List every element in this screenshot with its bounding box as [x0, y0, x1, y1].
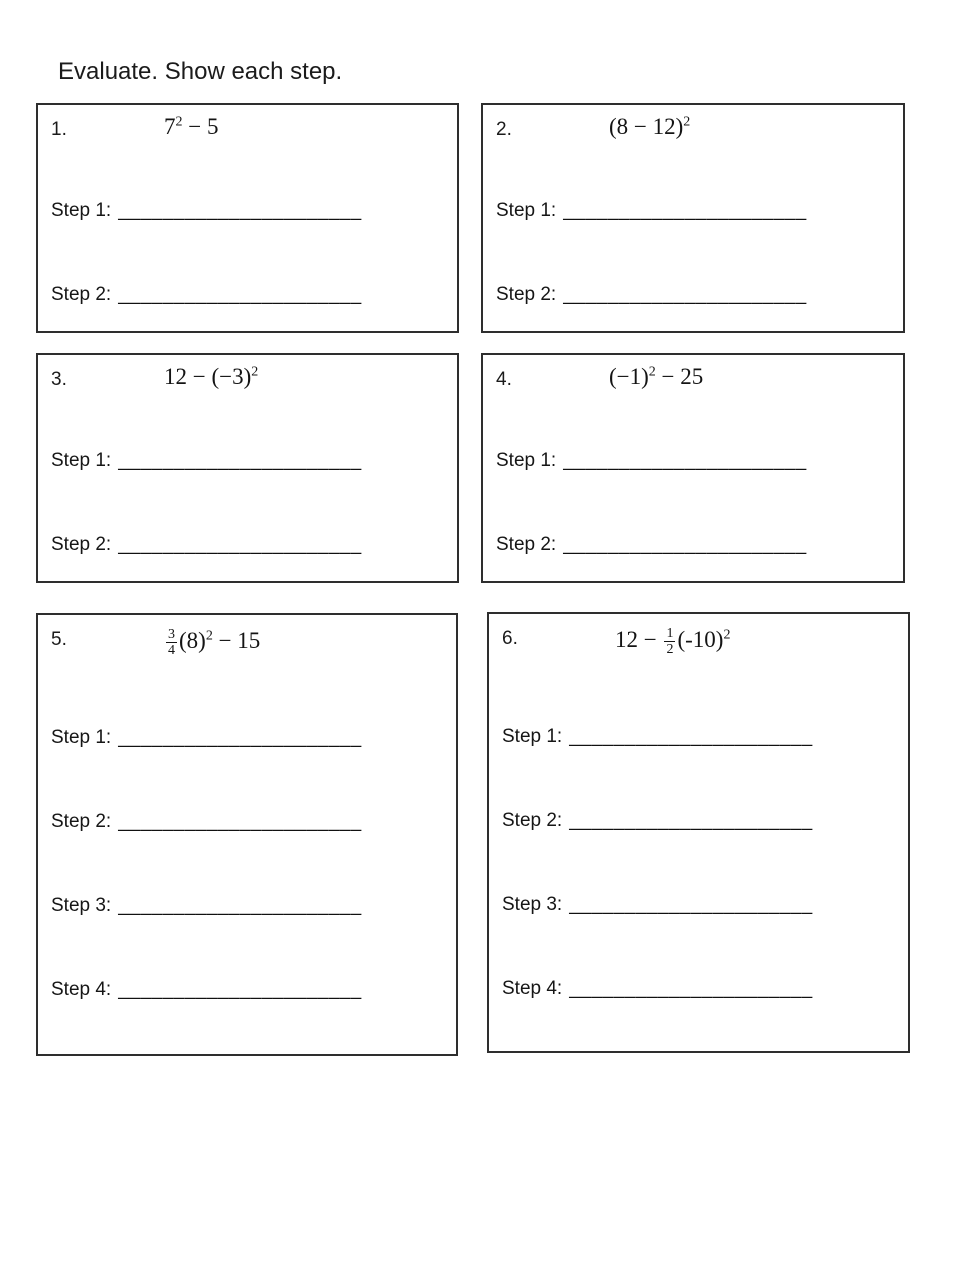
problem-number: 1. — [51, 119, 67, 140]
expression-base: (−1) — [609, 364, 649, 389]
expression-rest: − 15 — [212, 628, 261, 654]
expression-base: (8) — [179, 628, 206, 654]
answer-blank: ______________________ — [563, 200, 807, 221]
step-label: Step 1: — [51, 727, 112, 748]
expression-base: 7 — [164, 114, 176, 139]
expression-base: 12 − (−3) — [164, 364, 252, 389]
step-row — [51, 811, 362, 833]
problem-number: 5. — [51, 629, 67, 650]
answer-blank: ______________________ — [563, 450, 807, 471]
math-expression — [615, 626, 730, 657]
step-row — [51, 284, 362, 306]
expression-rest: − 25 — [655, 364, 704, 389]
problem-box-1 — [36, 103, 459, 333]
step-label: Step 4: — [51, 979, 112, 1000]
answer-blank: ______________________ — [569, 978, 813, 999]
problem-box-5 — [36, 613, 458, 1056]
exponent: 2 — [251, 364, 259, 380]
step-row — [51, 200, 362, 222]
expression-base: (8 − 12) — [609, 114, 684, 139]
step-label: Step 1: — [496, 200, 557, 221]
step-row — [502, 894, 813, 916]
problem-box-3 — [36, 353, 459, 583]
step-label: Step 2: — [51, 811, 112, 832]
step-row — [51, 534, 362, 556]
step-label: Step 2: — [496, 534, 557, 555]
answer-blank: ______________________ — [563, 534, 807, 555]
page-title: Evaluate. Show each step. — [58, 58, 343, 85]
step-row — [51, 895, 362, 917]
answer-blank: ______________________ — [118, 895, 362, 916]
math-expression — [164, 364, 258, 390]
step-label: Step 1: — [51, 450, 112, 471]
exponent: 2 — [723, 627, 731, 643]
fraction-denominator: 4 — [168, 643, 175, 659]
fraction — [664, 626, 675, 657]
step-row — [51, 727, 362, 749]
problem-number: 2. — [496, 119, 512, 140]
problem-box-6 — [487, 612, 910, 1053]
expression-lead: 12 − — [615, 627, 663, 653]
answer-blank: ______________________ — [569, 726, 813, 747]
step-row — [502, 978, 813, 1000]
step-label: Step 2: — [502, 810, 563, 831]
step-row — [496, 450, 807, 472]
answer-blank: ______________________ — [118, 727, 362, 748]
problem-number: 6. — [502, 628, 518, 649]
step-row — [496, 200, 807, 222]
step-label: Step 2: — [51, 284, 112, 305]
expression-rest: − 5 — [182, 114, 219, 139]
math-expression — [164, 114, 218, 140]
problem-number: 4. — [496, 369, 512, 390]
answer-blank: ______________________ — [118, 979, 362, 1000]
step-row — [496, 284, 807, 306]
step-row — [502, 810, 813, 832]
step-label: Step 1: — [502, 726, 563, 747]
exponent: 2 — [205, 628, 213, 644]
step-row — [51, 979, 362, 1001]
step-label: Step 2: — [51, 534, 112, 555]
problem-number: 3. — [51, 369, 67, 390]
expression-base: (-10) — [677, 627, 724, 653]
step-label: Step 2: — [496, 284, 557, 305]
answer-blank: ______________________ — [118, 450, 362, 471]
step-label: Step 1: — [496, 450, 557, 471]
fraction-denominator: 2 — [666, 642, 674, 658]
exponent: 2 — [175, 114, 183, 130]
step-label: Step 3: — [502, 894, 563, 915]
answer-blank: ______________________ — [569, 810, 813, 831]
answer-blank: ______________________ — [118, 200, 362, 221]
exponent: 2 — [648, 364, 656, 380]
problem-box-4 — [481, 353, 905, 583]
step-label: Step 1: — [51, 200, 112, 221]
answer-blank: ______________________ — [563, 284, 807, 305]
step-row — [496, 534, 807, 556]
step-row — [51, 450, 362, 472]
fraction-numerator: 3 — [168, 627, 175, 642]
step-label: Step 4: — [502, 978, 563, 999]
step-row — [502, 726, 813, 748]
fraction-numerator: 1 — [666, 626, 674, 641]
problem-box-2 — [481, 103, 905, 333]
math-expression — [164, 627, 260, 658]
answer-blank: ______________________ — [118, 284, 362, 305]
math-expression — [609, 114, 690, 140]
step-label: Step 3: — [51, 895, 112, 916]
answer-blank: ______________________ — [118, 811, 362, 832]
fraction — [166, 627, 177, 658]
answer-blank: ______________________ — [569, 894, 813, 915]
answer-blank: ______________________ — [118, 534, 362, 555]
exponent: 2 — [683, 114, 691, 130]
math-expression — [609, 364, 703, 390]
